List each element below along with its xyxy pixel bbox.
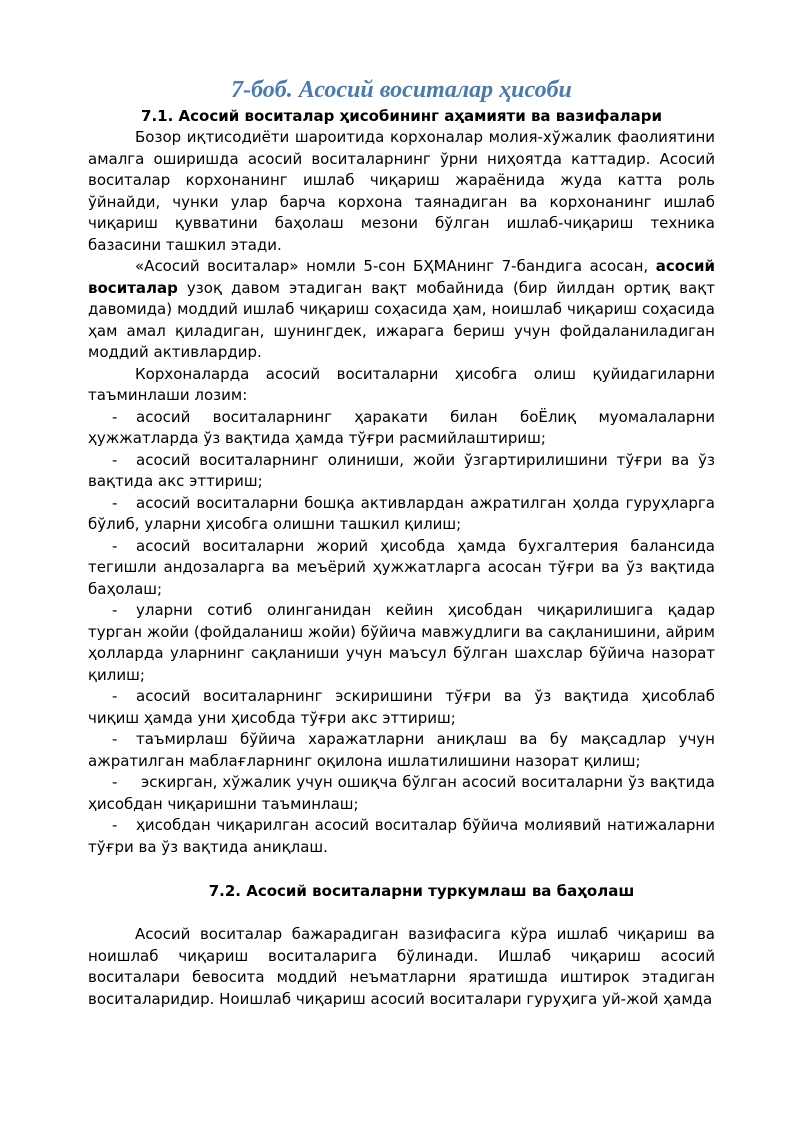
- list-item: [88, 536, 715, 601]
- list-item-text: асосий воситаларнинг олиниши, жойи ўзгартирилишини тўғри ва ўз вақтида акс эттириш;: [88, 450, 715, 490]
- paragraph-2-bold-term: асосий воситалар: [88, 257, 715, 297]
- dash-marker: -: [112, 687, 118, 705]
- list-item-text: уларни сотиб олинганидан кейин ҳисобдан чиқарилишига қадар турган жойи (фойдаланиш жойи) бўйича мавжудлиги ва сақланишини, айрим ҳолларда уларнинг сақланиши учун маъсул бўлган шахслар бўйича назорат қилиш;: [88, 601, 715, 684]
- dash-marker: -: [112, 773, 118, 791]
- list-item-text: эскирган, хўжалик учун ошиқча бўлган асосий воситаларни ўз вақтида ҳисобдан чиқаришни таъминлаш;: [88, 773, 715, 813]
- list-item: [88, 686, 715, 729]
- list-item-text: асосий воситаларни жорий ҳисобда ҳамда бухгалтерия балансида тегишли андозаларга ва меъёрий ҳужжатларга асосан тўғри ва ўз вақтида баҳолаш;: [88, 536, 715, 598]
- dash-marker: -: [112, 407, 118, 426]
- list-item: [88, 600, 715, 686]
- section-title-7-1: 7.1. Асосий воситалар ҳисобининг аҳамияти ва вазифалари: [141, 107, 662, 125]
- dash-marker: -: [112, 493, 118, 512]
- dash-marker: -: [112, 816, 118, 834]
- requirements-list: [88, 407, 715, 859]
- section1-paragraph-1: Бозор иқтисодиёти шароитида корхоналар молия-хўжалик фаолиятини амалга оширишда асосий воситаларнинг ўрни ниҳоятда каттадир. Асосий воситалар корхонанинг ишлаб чиқариш жараёнида жуда катта роль ўйнайди, чунки улар барча корхона таянадиган ва корхонанинг ишлаб чиқариш қувватини баҳолаш мезони бўлган ишлаб-чиқариш техника базасини ташкил этади.: [88, 128, 715, 254]
- list-item: [88, 493, 715, 536]
- list-item: [88, 407, 715, 450]
- list-item-text: асосий воситаларни бошқа активлардан ажратилган ҳолда гуруҳларга бўлиб, уларни ҳисобга олишни ташкил қилиш;: [88, 493, 715, 533]
- dash-marker: -: [112, 536, 118, 555]
- dash-marker: -: [112, 730, 118, 748]
- dash-marker: -: [112, 450, 118, 469]
- list-item: [88, 450, 715, 493]
- list-item-text: ҳисобдан чиқарилган асосий воситалар бўйича молиявий натижаларни тўғри ва ўз вақтида аниқлаш.: [88, 816, 715, 856]
- section1-paragraph-2: [88, 256, 715, 364]
- section2-paragraph-1: Асосий воситалар бажарадиган вазифасига кўра ишлаб чиқариш ва ноишлаб чиқариш воситаларига бўлинади. Ишлаб чиқариш асосий воситалари бевосита моддий неъматларни яратишда иштирок этадиган воситаларидир. Ноишлаб чиқариш асосий воситалари гуруҳига уй-жой ҳамда: [88, 925, 715, 1008]
- list-item: [88, 729, 715, 772]
- paragraph-2-text-b: узоқ давом этадиган вақт мобайнида (бир йилдан ортиқ вақт давомида) моддий ишлаб чиқариш соҳасида ҳам, ноишлаб чиқариш соҳасида ҳам амал қиладиган, шунингдек, ижарага бериш учун фойдаланиладиган моддий активлардир.: [88, 278, 715, 361]
- list-item: [88, 815, 715, 858]
- list-item-text: таъмирлаш бўйича харажатларни аниқлаш ва бу мақсадлар учун ажратилган маблағларнинг оқилона ишлатилишини назорат қилиш;: [88, 730, 715, 770]
- section-title-7-2: 7.2. Асосий воситаларни туркумлаш ва баҳолаш: [208, 882, 635, 900]
- section1-paragraph-3: Корхоналарда асосий воситаларни ҳисобга олиш қуйидагиларни таъминлаши лозим:: [88, 364, 715, 404]
- list-item-text: асосий воситаларнинг ҳаракати билан боЁлиқ муомалаларни ҳужжатларда ўз вақтида ҳамда тўғри расмийлаштириш;: [88, 407, 715, 447]
- paragraph-2-text-a: «Асосий воситалар» номли 5-сон БҲМАнинг 7-бандига асосан,: [135, 257, 656, 275]
- chapter-title: 7-боб. Асосий воситалар ҳисоби: [231, 77, 572, 103]
- list-item-text: асосий воситаларнинг эскиришини тўғри ва ўз вақтида ҳисоблаб чиқиш ҳамда уни ҳисобда тўғри акс эттириш;: [88, 687, 715, 727]
- list-item: [88, 772, 715, 815]
- dash-marker: -: [112, 601, 118, 619]
